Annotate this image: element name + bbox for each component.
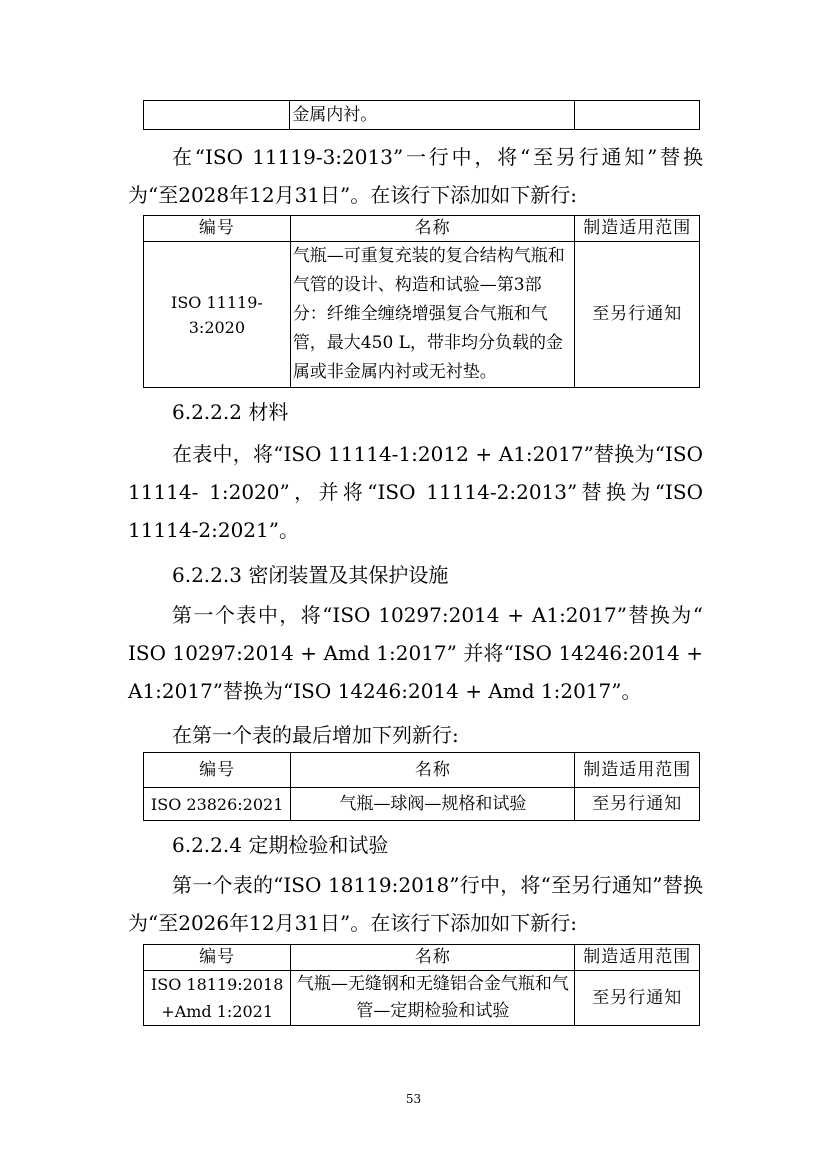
paragraph-closures: 第一个表中，将“ISO 10297:2014 + A1:2017”替换为“ ISO 10297:2014 + Amd 1:2017” 并将“ISO 14246:2014 + A1:2017”替换为“ISO 14246:2014 + Amd 1:2017”。 — [128, 603, 703, 703]
table-cell — [575, 101, 700, 130]
header-name: 名称 — [291, 753, 575, 788]
paragraph-add-row: 在第一个表的最后增加下列新行: — [172, 723, 459, 747]
table-header-row — [144, 753, 700, 788]
cell-name: 气瓶—可重复充装的复合结构气瓶和气管的设计、构造和试验—第3部分：纤维全缠绕增强复合气瓶和气管，最大450 L，带非均分负载的金属或非金属内衬或无衬垫。 — [290, 242, 575, 388]
cell-number: ISO 18119:2018 +Amd 1:2021 — [144, 971, 291, 1026]
header-name: 名称 — [291, 945, 575, 971]
table-cell — [144, 101, 290, 130]
table-header-row — [144, 945, 700, 971]
table-row — [144, 971, 700, 1026]
cell-number: ISO 11119-3:2020 — [144, 242, 291, 388]
cell-name: 气瓶—球阀—规格和试验 — [291, 788, 575, 821]
header-scope: 制造适用范围 — [575, 216, 700, 242]
cell-scope: 至另行通知 — [575, 971, 700, 1026]
table-row — [144, 101, 700, 130]
header-scope: 制造适用范围 — [575, 945, 700, 971]
cell-number: ISO 23826:2021 — [144, 788, 291, 821]
cell-scope: 至另行通知 — [575, 242, 700, 388]
header-scope: 制造适用范围 — [575, 753, 700, 788]
table-row — [144, 242, 700, 388]
paragraph-replace-11119: 在“ISO 11119-3:2013”一行中，将“至另行通知”替换为“至2028年12月31日”。在该行下添加如下新行: — [128, 145, 703, 207]
header-number: 编号 — [144, 216, 291, 242]
section-heading-periodic-inspection: 6.2.2.4 定期检验和试验 — [172, 833, 389, 857]
table-continuation — [143, 100, 700, 130]
header-number: 编号 — [144, 753, 291, 788]
section-heading-closures: 6.2.2.3 密闭装置及其保护设施 — [172, 563, 449, 587]
table-row — [144, 788, 700, 821]
table-iso-23826 — [143, 752, 700, 821]
page-number: 53 — [405, 1092, 422, 1106]
header-number: 编号 — [144, 945, 291, 971]
table-cell: 金属内衬。 — [290, 101, 575, 130]
header-name: 名称 — [290, 216, 575, 242]
cell-name: 气瓶—无缝钢和无缝铝合金气瓶和气管—定期检验和试验 — [291, 971, 575, 1026]
paragraph-materials: 在表中，将“ISO 11114-1:2012 + A1:2017”替换为“ISO 11114- 1:2020”，并将“ISO 11114-2:2013”替换为“ISO 11114-2:2021”。 — [128, 442, 703, 542]
cell-scope: 至另行通知 — [575, 788, 700, 821]
table-iso-11119 — [143, 215, 700, 388]
section-heading-materials: 6.2.2.2 材料 — [172, 400, 289, 424]
paragraph-periodic-inspection: 第一个表的“ISO 18119:2018”行中，将“至另行通知”替换为“至2026年12月31日”。在该行下添加如下新行: — [128, 873, 703, 935]
table-iso-18119 — [143, 944, 700, 1026]
table-header-row — [144, 216, 700, 242]
